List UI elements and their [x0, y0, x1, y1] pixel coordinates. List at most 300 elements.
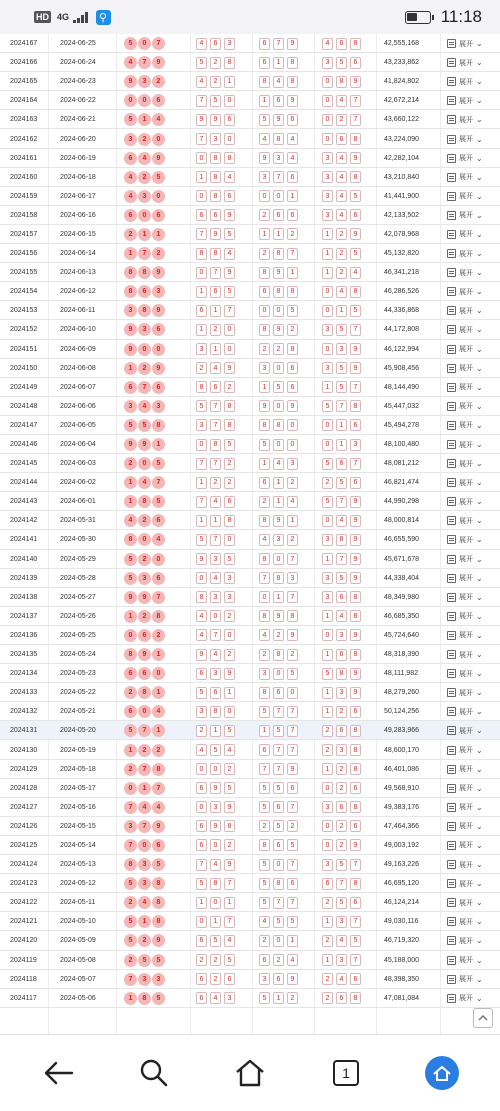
expand-label: 展开	[459, 326, 473, 334]
sales-amount: 49,163,226	[384, 861, 420, 869]
expand-button[interactable]	[447, 645, 483, 664]
document-icon	[447, 478, 456, 487]
table-row[interactable]	[0, 874, 500, 893]
winning-ball: 4	[124, 171, 137, 184]
table-row[interactable]	[0, 149, 500, 168]
table-row[interactable]	[0, 912, 500, 931]
issue-number: 2024119	[10, 956, 37, 964]
number-group	[259, 301, 298, 320]
winning-ball: 5	[124, 572, 137, 585]
table-row[interactable]	[0, 282, 500, 301]
winning-ball: 9	[152, 304, 165, 317]
number-box: 6	[287, 171, 298, 183]
table-row[interactable]	[0, 435, 500, 454]
expand-label: 展开	[459, 307, 473, 315]
draw-date: 2024-05-07	[60, 975, 96, 983]
number-group	[259, 664, 298, 683]
table-row[interactable]	[0, 187, 500, 206]
number-box: 0	[287, 439, 298, 451]
table-row[interactable]	[0, 550, 500, 569]
number-box: 5	[336, 362, 347, 374]
expand-button[interactable]	[447, 721, 483, 740]
table-row[interactable]	[0, 664, 500, 683]
expand-button[interactable]	[447, 34, 483, 53]
table-row[interactable]	[0, 206, 500, 225]
number-box: 0	[224, 95, 235, 107]
number-box: 0	[322, 839, 333, 851]
draw-date: 2024-05-10	[60, 918, 96, 926]
number-box: 7	[350, 458, 361, 470]
expand-button[interactable]	[447, 893, 483, 912]
expand-button[interactable]	[447, 492, 483, 511]
number-group	[259, 588, 298, 607]
number-group	[322, 989, 361, 1008]
expand-button[interactable]	[447, 263, 483, 282]
issue-number: 2024166	[10, 59, 38, 67]
expand-button[interactable]	[447, 664, 483, 683]
expand-button[interactable]	[447, 874, 483, 893]
expand-label: 展开	[459, 193, 473, 201]
table-row[interactable]	[0, 798, 500, 817]
number-box: 8	[350, 591, 361, 603]
number-box: 1	[210, 343, 221, 355]
table-row[interactable]	[0, 320, 500, 339]
number-box: 3	[210, 668, 221, 680]
expand-button[interactable]	[447, 454, 483, 473]
number-box: 4	[287, 152, 298, 164]
winning-ball: 8	[138, 992, 151, 1005]
number-group	[196, 263, 235, 282]
draw-date: 2024-05-27	[60, 593, 96, 601]
number-box: 7	[210, 400, 221, 412]
table-row[interactable]	[0, 740, 500, 759]
number-group	[259, 683, 298, 702]
draw-results-table[interactable]	[0, 34, 500, 1034]
sales-amount: 45,132,820	[384, 250, 420, 258]
number-box: 6	[287, 878, 298, 890]
expand-button[interactable]	[447, 511, 483, 530]
table-row[interactable]	[0, 168, 500, 187]
sales-amount: 45,908,456	[384, 364, 420, 372]
expand-button[interactable]	[447, 397, 483, 416]
winning-ball: 8	[138, 304, 151, 317]
number-group	[196, 664, 235, 683]
expand-button[interactable]	[447, 206, 483, 225]
number-group	[259, 359, 298, 378]
expand-button[interactable]	[447, 91, 483, 110]
search-button[interactable]	[127, 1046, 181, 1100]
number-box: 7	[196, 458, 207, 470]
document-icon	[447, 879, 456, 888]
table-row[interactable]	[0, 492, 500, 511]
table-row[interactable]	[0, 836, 500, 855]
number-group	[322, 168, 361, 187]
table-row[interactable]	[0, 473, 500, 492]
chevron-down-icon: ⌄	[476, 535, 483, 545]
number-box: 1	[322, 248, 333, 260]
number-box: 6	[210, 687, 221, 699]
expand-button[interactable]	[447, 569, 483, 588]
table-row[interactable]	[0, 72, 500, 91]
expand-button[interactable]	[447, 931, 483, 950]
issue-number: 2024153	[10, 307, 38, 315]
number-box: 1	[336, 305, 347, 317]
number-box: 9	[273, 515, 284, 527]
issue-number: 2024138	[10, 593, 38, 601]
expand-button[interactable]	[447, 320, 483, 339]
issue-number: 2024128	[10, 784, 38, 792]
table-row[interactable]	[0, 645, 500, 664]
number-box: 9	[350, 553, 361, 565]
number-box: 8	[287, 343, 298, 355]
number-box: 1	[196, 515, 207, 527]
winning-balls	[124, 683, 165, 702]
winning-ball: 4	[152, 801, 165, 814]
number-group	[196, 779, 235, 798]
draw-date: 2024-06-20	[60, 135, 96, 143]
issue-number: 2024144	[10, 479, 38, 487]
winning-ball: 4	[138, 400, 151, 413]
issue-number: 2024158	[10, 211, 38, 219]
number-box: 4	[259, 629, 270, 641]
hd-badge: HD	[36, 12, 49, 22]
draw-date: 2024-06-22	[60, 97, 96, 105]
winning-ball: 2	[124, 896, 137, 909]
table-row[interactable]	[0, 721, 500, 740]
winning-balls	[124, 187, 165, 206]
expand-button[interactable]	[447, 340, 483, 359]
draw-date: 2024-05-28	[60, 574, 96, 582]
number-box: 2	[224, 381, 235, 393]
expand-button[interactable]	[447, 779, 483, 798]
draw-date: 2024-06-06	[60, 402, 96, 410]
issue-number: 2024146	[10, 441, 38, 449]
number-group	[322, 970, 361, 989]
number-box: 6	[350, 419, 361, 431]
number-box: 8	[224, 400, 235, 412]
number-box: 2	[273, 954, 284, 966]
winning-ball: 4	[138, 476, 151, 489]
issue-number: 2024163	[10, 116, 38, 124]
table-row[interactable]	[0, 569, 500, 588]
home-button[interactable]	[223, 1046, 277, 1100]
number-box: 0	[273, 439, 284, 451]
sales-amount: 48,100,480	[384, 441, 420, 449]
expand-button[interactable]	[447, 378, 483, 397]
chevron-down-icon: ⌄	[476, 306, 483, 316]
expand-label: 展开	[459, 155, 473, 163]
chevron-down-icon: ⌄	[476, 650, 483, 660]
number-box: 3	[259, 668, 270, 680]
expand-button[interactable]	[447, 588, 483, 607]
expand-button[interactable]	[447, 359, 483, 378]
number-box: 0	[210, 610, 221, 622]
number-box: 6	[336, 725, 347, 737]
number-box: 9	[224, 362, 235, 374]
number-box: 7	[350, 859, 361, 871]
sales-amount: 43,224,090	[384, 135, 420, 143]
table-row[interactable]	[0, 340, 500, 359]
table-row[interactable]	[0, 893, 500, 912]
expand-button[interactable]	[447, 473, 483, 492]
number-box: 1	[322, 381, 333, 393]
number-box: 7	[287, 591, 298, 603]
browser-menu-button[interactable]	[415, 1046, 469, 1100]
number-box: 1	[259, 458, 270, 470]
winning-balls	[124, 588, 165, 607]
number-box: 3	[224, 572, 235, 584]
number-box: 5	[259, 801, 270, 813]
number-box: 5	[196, 687, 207, 699]
draw-date: 2024-05-29	[60, 555, 96, 563]
winning-ball: 3	[152, 400, 165, 413]
table-row[interactable]	[0, 359, 500, 378]
number-box: 6	[210, 209, 221, 221]
table-row[interactable]	[0, 301, 500, 320]
expand-button[interactable]	[447, 416, 483, 435]
number-group	[259, 34, 298, 53]
winning-balls	[124, 798, 165, 817]
expand-button[interactable]	[447, 149, 483, 168]
number-group	[196, 187, 235, 206]
table-row[interactable]	[0, 530, 500, 549]
expand-button[interactable]	[447, 225, 483, 244]
number-box: 8	[350, 286, 361, 298]
table-row[interactable]	[0, 378, 500, 397]
number-box: 8	[210, 439, 221, 451]
expand-button[interactable]	[447, 702, 483, 721]
winning-ball: 4	[152, 533, 165, 546]
winning-ball: 0	[138, 457, 151, 470]
chevron-down-icon: ⌄	[476, 77, 483, 87]
table-row[interactable]	[0, 779, 500, 798]
number-group	[259, 893, 298, 912]
number-group	[196, 626, 235, 645]
document-icon	[447, 58, 456, 67]
number-group	[196, 607, 235, 626]
draw-date: 2024-05-17	[60, 784, 96, 792]
winning-ball: 0	[138, 94, 151, 107]
table-row[interactable]	[0, 34, 500, 53]
expand-button[interactable]	[447, 855, 483, 874]
number-group	[322, 740, 361, 759]
number-box: 0	[210, 839, 221, 851]
number-box: 6	[196, 820, 207, 832]
number-box: 2	[210, 973, 221, 985]
issue-number: 2024150	[10, 364, 38, 372]
winning-balls	[124, 492, 165, 511]
expand-button[interactable]	[447, 550, 483, 569]
number-box: 4	[210, 992, 221, 1004]
table-row[interactable]	[0, 683, 500, 702]
table-row[interactable]	[0, 951, 500, 970]
expand-button[interactable]	[447, 912, 483, 931]
expand-button[interactable]	[447, 989, 483, 1008]
expand-button[interactable]	[447, 53, 483, 72]
draw-date: 2024-06-05	[60, 421, 96, 429]
number-box: 8	[259, 324, 270, 336]
expand-label: 展开	[459, 136, 473, 144]
number-group	[322, 263, 361, 282]
winning-ball: 9	[124, 438, 137, 451]
chevron-down-icon: ⌄	[476, 974, 483, 984]
number-group	[259, 378, 298, 397]
tabs-button[interactable]	[319, 1046, 373, 1100]
expand-button[interactable]	[447, 607, 483, 626]
expand-button[interactable]	[447, 798, 483, 817]
expand-button[interactable]	[447, 301, 483, 320]
number-box: 7	[210, 458, 221, 470]
number-group	[322, 397, 361, 416]
number-box: 8	[210, 706, 221, 718]
table-row[interactable]	[0, 91, 500, 110]
table-row[interactable]	[0, 760, 500, 779]
number-box: 2	[224, 477, 235, 489]
number-box: 5	[196, 878, 207, 890]
number-group	[322, 664, 361, 683]
number-box: 5	[350, 190, 361, 202]
number-box: 0	[259, 190, 270, 202]
table-row[interactable]	[0, 53, 500, 72]
winning-ball: 3	[138, 877, 151, 890]
issue-number: 2024156	[10, 250, 38, 258]
expand-button[interactable]	[447, 836, 483, 855]
table-row[interactable]	[0, 511, 500, 530]
expand-button[interactable]	[447, 760, 483, 779]
chevron-down-icon: ⌄	[476, 172, 483, 182]
expand-button[interactable]	[447, 129, 483, 148]
winning-balls	[124, 664, 165, 683]
issue-number: 2024143	[10, 498, 38, 506]
number-box: 2	[287, 477, 298, 489]
number-box: 1	[287, 935, 298, 947]
chevron-down-icon: ⌄	[476, 96, 483, 106]
back-button[interactable]	[31, 1046, 85, 1100]
expand-label: 展开	[459, 689, 473, 697]
winning-ball: 6	[152, 94, 165, 107]
number-box: 7	[287, 248, 298, 260]
table-row[interactable]	[0, 989, 500, 1008]
table-row[interactable]	[0, 588, 500, 607]
number-group	[322, 53, 361, 72]
number-group	[196, 569, 235, 588]
draw-date: 2024-06-14	[60, 250, 96, 258]
number-box: 8	[273, 878, 284, 890]
chevron-down-icon: ⌄	[476, 249, 483, 259]
table-row[interactable]	[0, 225, 500, 244]
winning-balls	[124, 91, 165, 110]
expand-button[interactable]	[447, 110, 483, 129]
winning-ball: 1	[138, 113, 151, 126]
winning-ball: 3	[152, 973, 165, 986]
number-group	[196, 855, 235, 874]
table-row[interactable]	[0, 129, 500, 148]
table-row[interactable]	[0, 607, 500, 626]
winning-balls	[124, 263, 165, 282]
number-box: 6	[196, 973, 207, 985]
draw-date: 2024-05-09	[60, 937, 96, 945]
table-row[interactable]	[0, 702, 500, 721]
winning-ball: 4	[124, 190, 137, 203]
table-row[interactable]	[0, 931, 500, 950]
expand-button[interactable]	[447, 530, 483, 549]
number-box: 8	[259, 76, 270, 88]
expand-button[interactable]	[447, 435, 483, 454]
table-row[interactable]	[0, 263, 500, 282]
draw-date: 2024-05-11	[60, 899, 96, 907]
number-group	[322, 416, 361, 435]
number-box: 1	[196, 171, 207, 183]
number-group	[322, 492, 361, 511]
sales-amount: 46,124,214	[384, 899, 420, 907]
expand-button[interactable]	[447, 817, 483, 836]
number-box: 1	[259, 228, 270, 240]
number-box: 1	[210, 725, 221, 737]
number-box: 2	[259, 496, 270, 508]
sales-amount: 42,672,214	[384, 97, 420, 105]
number-box: 8	[224, 515, 235, 527]
table-row[interactable]	[0, 397, 500, 416]
expand-button[interactable]	[447, 626, 483, 645]
status-bar	[0, 0, 500, 34]
number-box: 5	[273, 916, 284, 928]
table-row[interactable]	[0, 855, 500, 874]
expand-button[interactable]	[447, 244, 483, 263]
back-to-top-button[interactable]	[473, 1008, 493, 1028]
number-group	[196, 301, 235, 320]
number-box: 3	[224, 992, 235, 1004]
issue-number: 2024151	[10, 345, 38, 353]
number-group	[196, 397, 235, 416]
winning-balls	[124, 72, 165, 91]
number-box: 6	[350, 706, 361, 718]
number-box: 2	[273, 629, 284, 641]
number-box: 7	[259, 572, 270, 584]
expand-button[interactable]	[447, 951, 483, 970]
number-group	[196, 378, 235, 397]
winning-balls	[124, 702, 165, 721]
chevron-down-icon: ⌄	[476, 554, 483, 564]
winning-ball: 6	[152, 381, 165, 394]
number-box: 8	[336, 534, 347, 546]
table-row[interactable]	[0, 626, 500, 645]
sales-amount: 44,338,404	[384, 574, 420, 582]
winning-ball: 1	[152, 648, 165, 661]
expand-button[interactable]	[447, 168, 483, 187]
table-row[interactable]	[0, 110, 500, 129]
number-box: 1	[224, 687, 235, 699]
table-row[interactable]	[0, 244, 500, 263]
expand-button[interactable]	[447, 187, 483, 206]
expand-button[interactable]	[447, 970, 483, 989]
table-row[interactable]	[0, 416, 500, 435]
winning-ball: 2	[124, 457, 137, 470]
number-box: 6	[210, 286, 221, 298]
winning-balls	[124, 435, 165, 454]
table-row[interactable]	[0, 970, 500, 989]
number-box: 0	[196, 763, 207, 775]
expand-button[interactable]	[447, 740, 483, 759]
expand-button[interactable]	[447, 683, 483, 702]
table-row[interactable]	[0, 454, 500, 473]
winning-balls	[124, 359, 165, 378]
table-row[interactable]	[0, 817, 500, 836]
expand-button[interactable]	[447, 72, 483, 91]
number-box: 6	[196, 668, 207, 680]
number-box: 9	[259, 400, 270, 412]
draw-date: 2024-05-22	[60, 689, 96, 697]
expand-button[interactable]	[447, 282, 483, 301]
